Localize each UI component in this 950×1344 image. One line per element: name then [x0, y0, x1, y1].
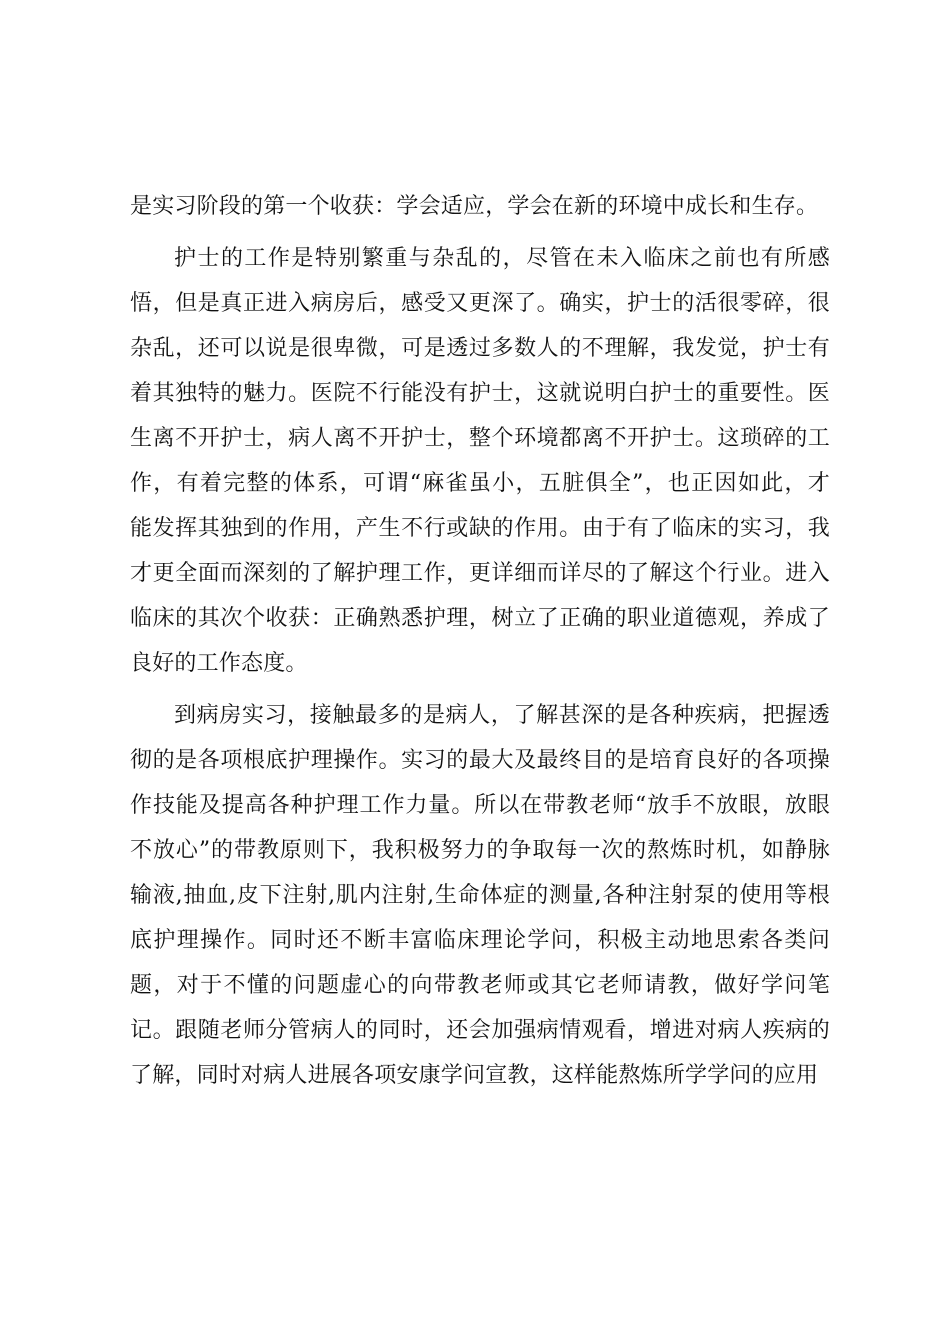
text-line: 作，有着完整的体系，可谓“麻雀虽小，五脏俱全”，也正因如此，才	[130, 471, 830, 496]
paragraph	[130, 693, 830, 1098]
text-line: 底护理操作。同时还不断丰富临床理论学问，积极主动地思索各类问	[130, 928, 830, 953]
text-line: 着其独特的魅力。医院不行能没有护士，这就说明白护士的重要性。医	[130, 381, 830, 406]
text-line: 护士的工作是特别繁重与杂乱的，尽管在未入临床之前也有所感	[174, 246, 830, 271]
body-text	[130, 184, 830, 1098]
text-line: 生离不开护士，病人离不开护士，整个环境都离不开护士。这琐碎的工	[130, 426, 830, 451]
text-line: 才更全面而深刻的了解护理工作，更详细而详尽的了解这个行业。进入	[130, 561, 830, 586]
paragraph-gap	[130, 686, 830, 693]
text-line: 悟，但是真正进入病房后，感受又更深了。确实，护士的活很零碎，很	[130, 291, 830, 316]
text-line: 作技能及提高各种护理工作力量。所以在带教老师“放手不放眼，放眼	[130, 793, 830, 818]
text-line: 良好的工作态度。	[130, 651, 308, 676]
text-line: 临床的其次个收获：正确熟悉护理，树立了正确的职业道德观，养成了	[130, 606, 830, 631]
paragraph-gap	[130, 229, 830, 236]
text-line: 题，对于不懂的问题虚心的向带教老师或其它老师请教，做好学问笔	[130, 973, 830, 998]
paragraph	[130, 236, 830, 686]
paragraph	[130, 184, 830, 229]
text-line: 到病房实习，接触最多的是病人，了解甚深的是各种疾病，把握透	[174, 703, 830, 728]
text-line: 杂乱，还可以说是很卑微，可是透过多数人的不理解，我发觉，护士有	[130, 336, 830, 361]
text-line: 不放心”的带教原则下，我积极努力的争取每一次的熬炼时机，如静脉	[130, 838, 830, 863]
text-line: 是实习阶段的第一个收获：学会适应，学会在新的环境中成长和生存。	[130, 194, 819, 219]
text-line: 了解，同时对病人进展各项安康学问宣教，这样能熬炼所学学问的应用	[130, 1063, 819, 1088]
text-line: 输液,抽血,皮下注射,肌内注射,生命体症的测量,各种注射泵的使用等根	[130, 883, 830, 908]
text-line: 能发挥其独到的作用，产生不行或缺的作用。由于有了临床的实习，我	[130, 516, 830, 541]
text-line: 记。跟随老师分管病人的同时，还会加强病情观看，增进对病人疾病的	[130, 1018, 830, 1043]
text-line: 彻的是各项根底护理操作。实习的最大及最终目的是培育良好的各项操	[130, 748, 830, 773]
